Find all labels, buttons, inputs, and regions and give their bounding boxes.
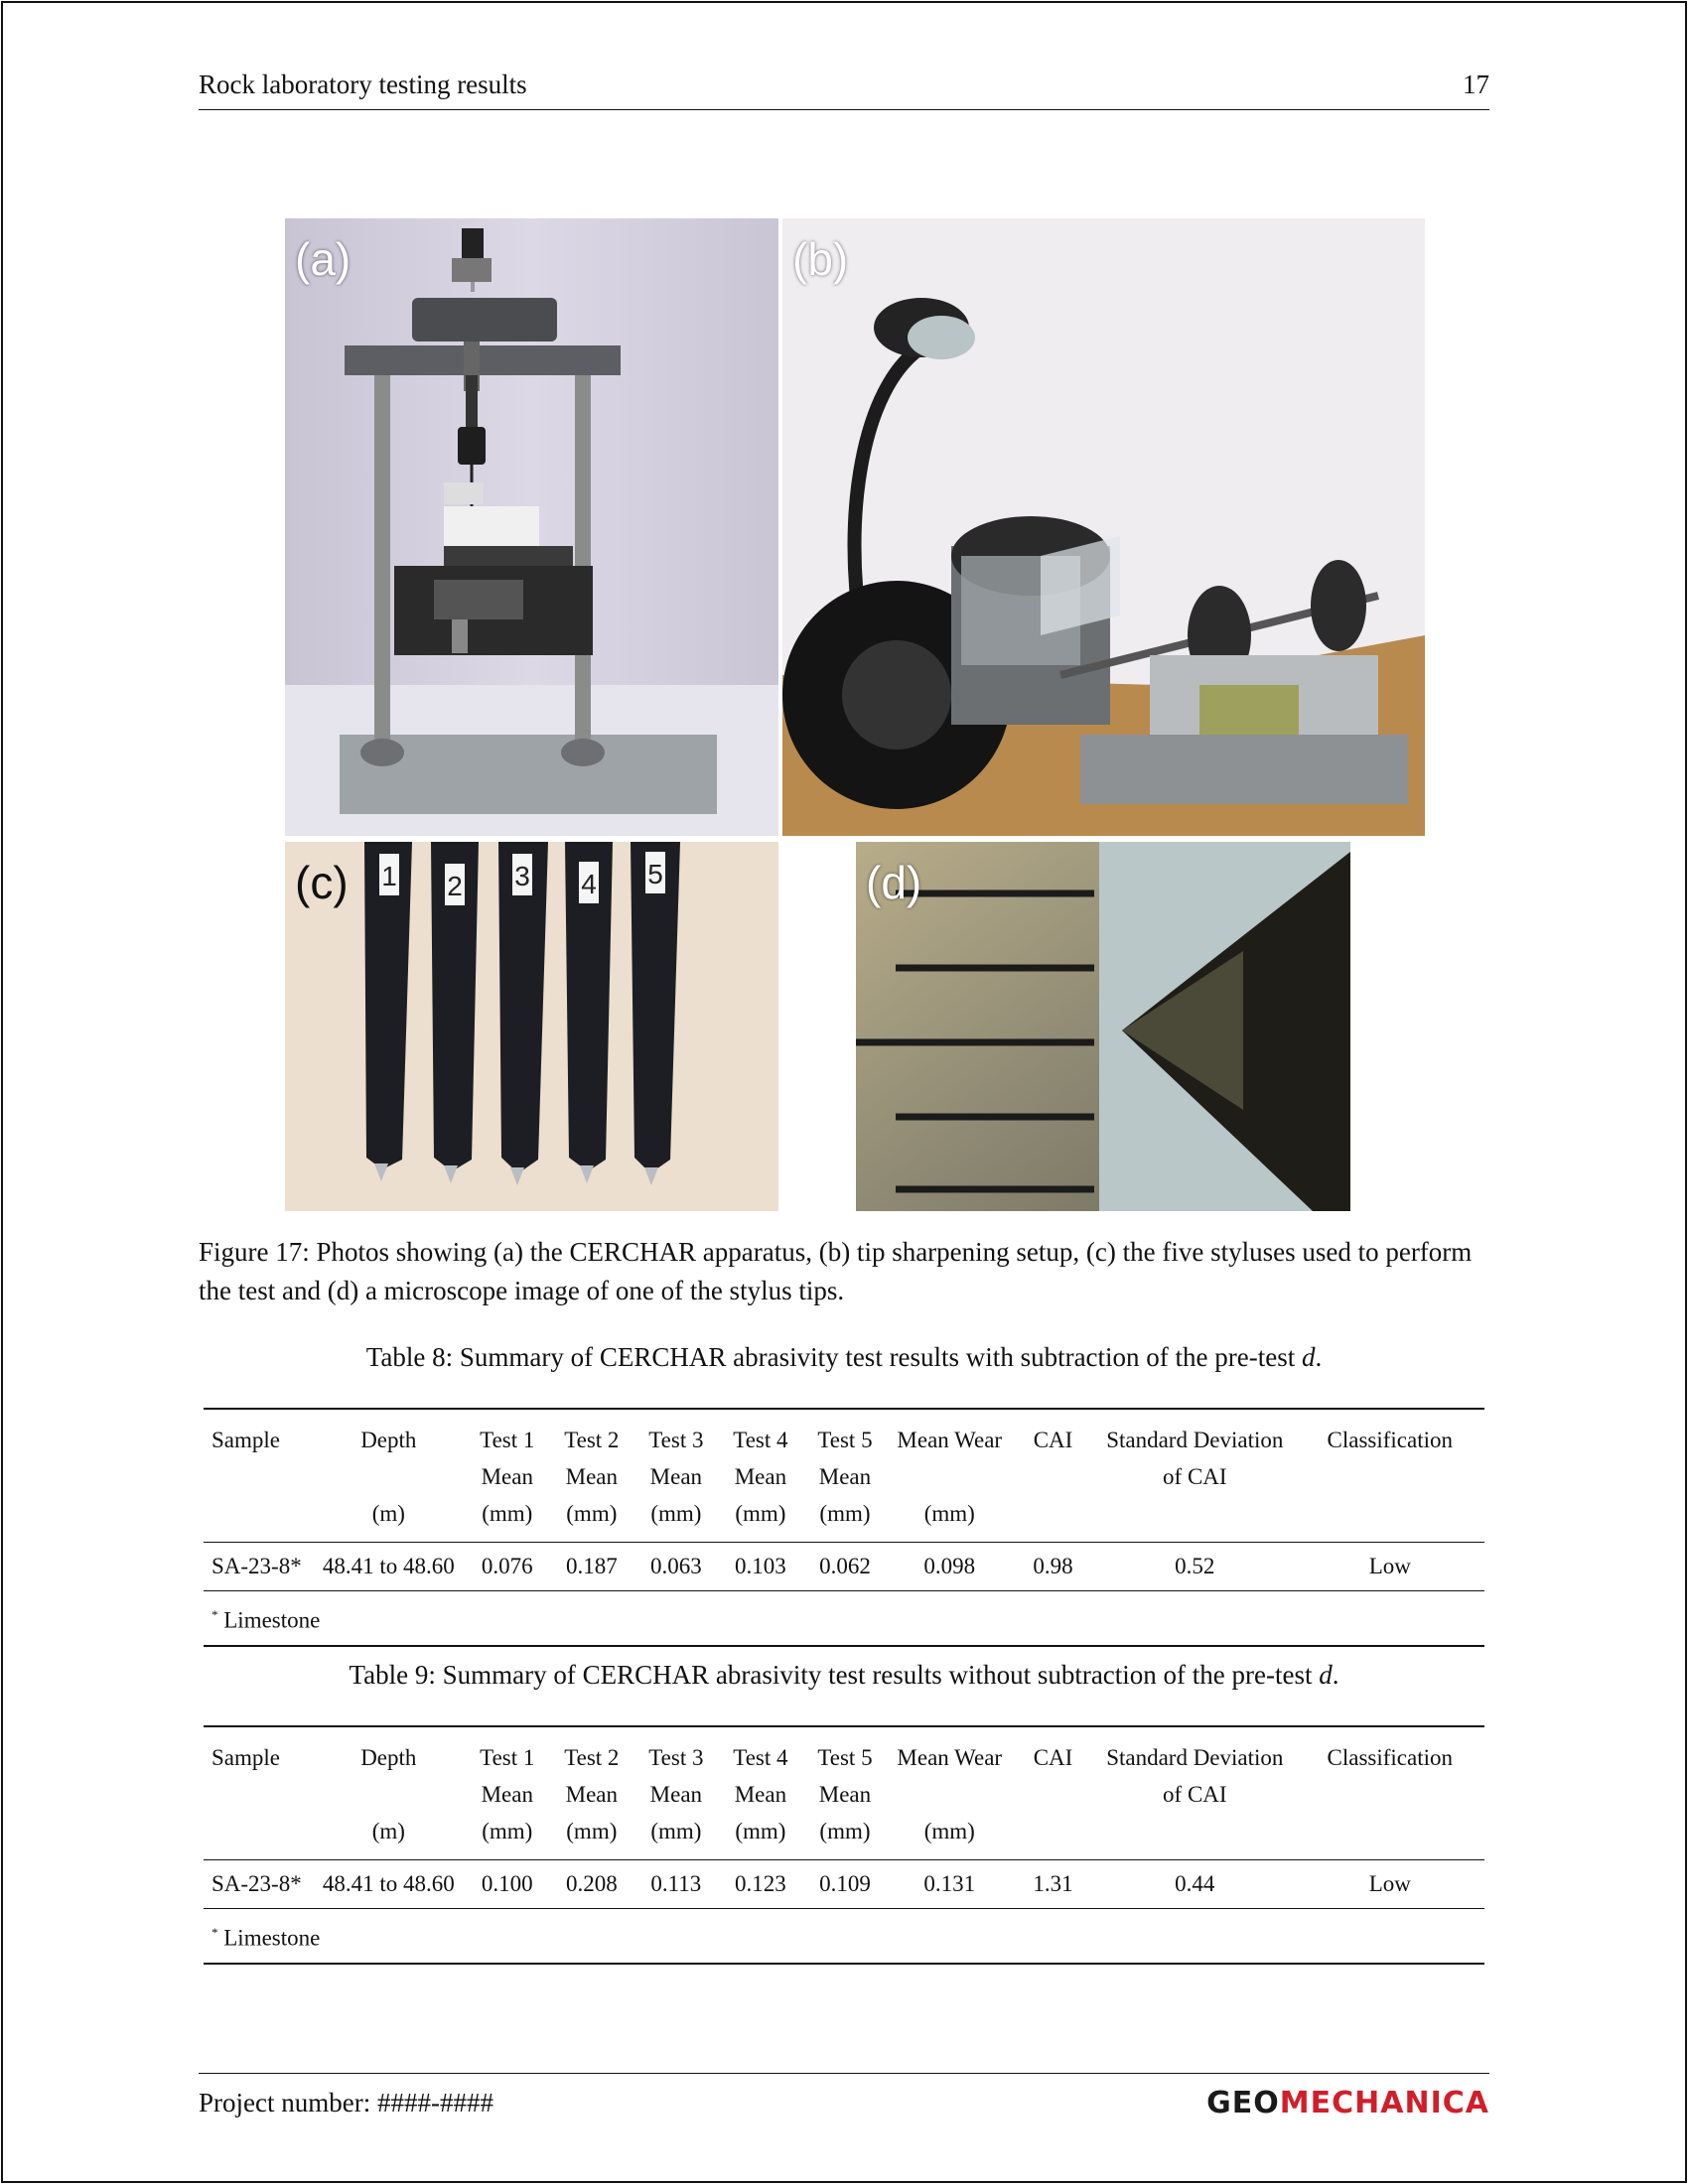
cell-sample: SA-23-8*	[211, 1871, 302, 1896]
col-unit-mm: (mm)	[566, 1819, 618, 1843]
col-header-depth: Depth	[360, 1428, 417, 1452]
col-header-test1: Test 1	[480, 1745, 535, 1770]
stylus-number-4: 4	[581, 869, 597, 899]
cell-depth: 48.41 to 48.60	[322, 1871, 455, 1896]
cell-mean-wear: 0.098	[923, 1554, 976, 1578]
cell-mean-wear: 0.131	[923, 1871, 976, 1896]
table-8	[204, 1408, 1484, 1647]
table-9-caption: Table 9: Summary of CERCHAR abrasivity test results without subtraction of the pre-test d.	[349, 1660, 1339, 1690]
col-subheader-mean: Mean	[734, 1782, 787, 1807]
col-subheader-of-cai: of CAI	[1163, 1782, 1227, 1807]
col-header-mean-wear: Mean Wear	[897, 1428, 1003, 1452]
col-subheader-mean: Mean	[565, 1782, 618, 1807]
col-header-std-dev: Standard Deviation	[1106, 1745, 1284, 1770]
page-number: 17	[1463, 69, 1489, 99]
page-footer	[199, 2073, 1489, 2120]
stylus-number-1: 1	[381, 861, 397, 891]
col-header-test3: Test 3	[648, 1745, 704, 1770]
col-unit-mm: (mm)	[735, 1819, 786, 1843]
photo-tip-sharpening-setup	[782, 218, 1425, 836]
col-header-test5: Test 5	[817, 1428, 873, 1452]
photo-five-styluses	[285, 842, 778, 1211]
col-subheader-mean: Mean	[649, 1782, 703, 1807]
cell-test5: 0.109	[819, 1871, 871, 1896]
project-number: Project number: ####-####	[199, 2088, 493, 2117]
cell-test5: 0.062	[819, 1554, 871, 1578]
col-header-sample: Sample	[211, 1745, 280, 1770]
col-unit-mm: (mm)	[923, 1501, 975, 1526]
cell-sample: SA-23-8*	[211, 1554, 302, 1578]
cell-test4: 0.123	[735, 1871, 786, 1896]
cell-test2: 0.187	[565, 1554, 618, 1578]
cell-std-dev: 0.52	[1175, 1554, 1215, 1578]
table-footnote: * Limestone	[211, 1925, 321, 1951]
col-header-test2: Test 2	[564, 1428, 620, 1452]
photo-stylus-tip-microscope	[856, 842, 1350, 1211]
cell-cai: 0.98	[1033, 1554, 1073, 1578]
table-row	[204, 1860, 1484, 1909]
col-unit-mm: (mm)	[482, 1501, 533, 1526]
table-row	[204, 1543, 1484, 1591]
col-unit-mm: (mm)	[819, 1501, 871, 1526]
col-header-test3: Test 3	[648, 1428, 704, 1452]
col-unit-mm: (mm)	[482, 1819, 533, 1843]
col-unit-mm: (mm)	[650, 1501, 702, 1526]
col-header-test5: Test 5	[817, 1745, 873, 1770]
cell-test3: 0.113	[650, 1871, 702, 1896]
table-8-caption: Table 8: Summary of CERCHAR abrasivity test results with subtraction of the pre-test d.	[365, 1342, 1323, 1372]
col-header-classification: Classification	[1327, 1745, 1454, 1770]
panel-label-a: (a)	[295, 233, 352, 285]
cell-classification: Low	[1368, 1554, 1411, 1578]
panel-label-b: (b)	[792, 233, 849, 285]
table-9	[204, 1725, 1484, 1965]
col-unit-mm: (mm)	[819, 1819, 871, 1843]
col-header-test1: Test 1	[480, 1428, 535, 1452]
photo-cerchar-apparatus	[285, 218, 778, 836]
figure-caption: Figure 17: Photos showing (a) the CERCHAR apparatus, (b) tip sharpening setup, (c) the five styluses used to perform the test and (d) a microscope image of one of the stylus tips.	[199, 1237, 1473, 1305]
cell-test3: 0.063	[649, 1554, 702, 1578]
cell-depth: 48.41 to 48.60	[322, 1554, 455, 1578]
stylus-number-5: 5	[647, 859, 663, 889]
col-header-depth: Depth	[360, 1745, 417, 1770]
col-header-mean-wear: Mean Wear	[897, 1745, 1003, 1770]
running-title: Rock laboratory testing results	[199, 69, 527, 99]
stylus-number-2: 2	[447, 871, 463, 901]
col-header-test2: Test 2	[564, 1745, 620, 1770]
col-header-std-dev: Standard Deviation	[1106, 1428, 1284, 1452]
table-note-row	[204, 1591, 1484, 1646]
col-subheader-mean: Mean	[481, 1464, 533, 1489]
cell-test1: 0.076	[481, 1554, 533, 1578]
col-header-cai: CAI	[1033, 1745, 1073, 1770]
col-subheader-mean: Mean	[649, 1464, 703, 1489]
col-subheader-mean: Mean	[481, 1782, 533, 1807]
col-subheader-mean: Mean	[818, 1464, 872, 1489]
table-footnote: * Limestone	[211, 1607, 321, 1633]
col-header-cai: CAI	[1033, 1428, 1073, 1452]
col-header-classification: Classification	[1327, 1428, 1454, 1452]
cell-cai: 1.31	[1033, 1871, 1073, 1896]
cell-test4: 0.103	[735, 1554, 786, 1578]
col-unit-mm: (mm)	[566, 1501, 618, 1526]
panel-label-d: (d)	[866, 857, 922, 908]
col-header-test4: Test 4	[733, 1745, 788, 1770]
cell-test1: 0.100	[481, 1871, 533, 1896]
col-unit-depth: (m)	[371, 1501, 405, 1526]
col-unit-depth: (m)	[371, 1819, 405, 1843]
cell-std-dev: 0.44	[1175, 1871, 1215, 1896]
cell-test2: 0.208	[565, 1871, 618, 1896]
col-subheader-of-cai: of CAI	[1163, 1464, 1227, 1489]
col-header-sample: Sample	[211, 1428, 280, 1452]
col-subheader-mean: Mean	[734, 1464, 787, 1489]
table-note-row	[204, 1909, 1484, 1964]
page-header	[199, 68, 1489, 110]
cell-classification: Low	[1368, 1871, 1411, 1896]
geomechanica-logo: GEOMECHANICA	[1206, 2086, 1489, 2120]
stylus-number-3: 3	[514, 861, 530, 891]
col-header-test4: Test 4	[733, 1428, 788, 1452]
col-subheader-mean: Mean	[818, 1782, 872, 1807]
col-unit-mm: (mm)	[650, 1819, 702, 1843]
col-unit-mm: (mm)	[735, 1501, 786, 1526]
panel-label-c: (c)	[295, 857, 349, 908]
col-unit-mm: (mm)	[923, 1819, 975, 1843]
col-subheader-mean: Mean	[565, 1464, 618, 1489]
